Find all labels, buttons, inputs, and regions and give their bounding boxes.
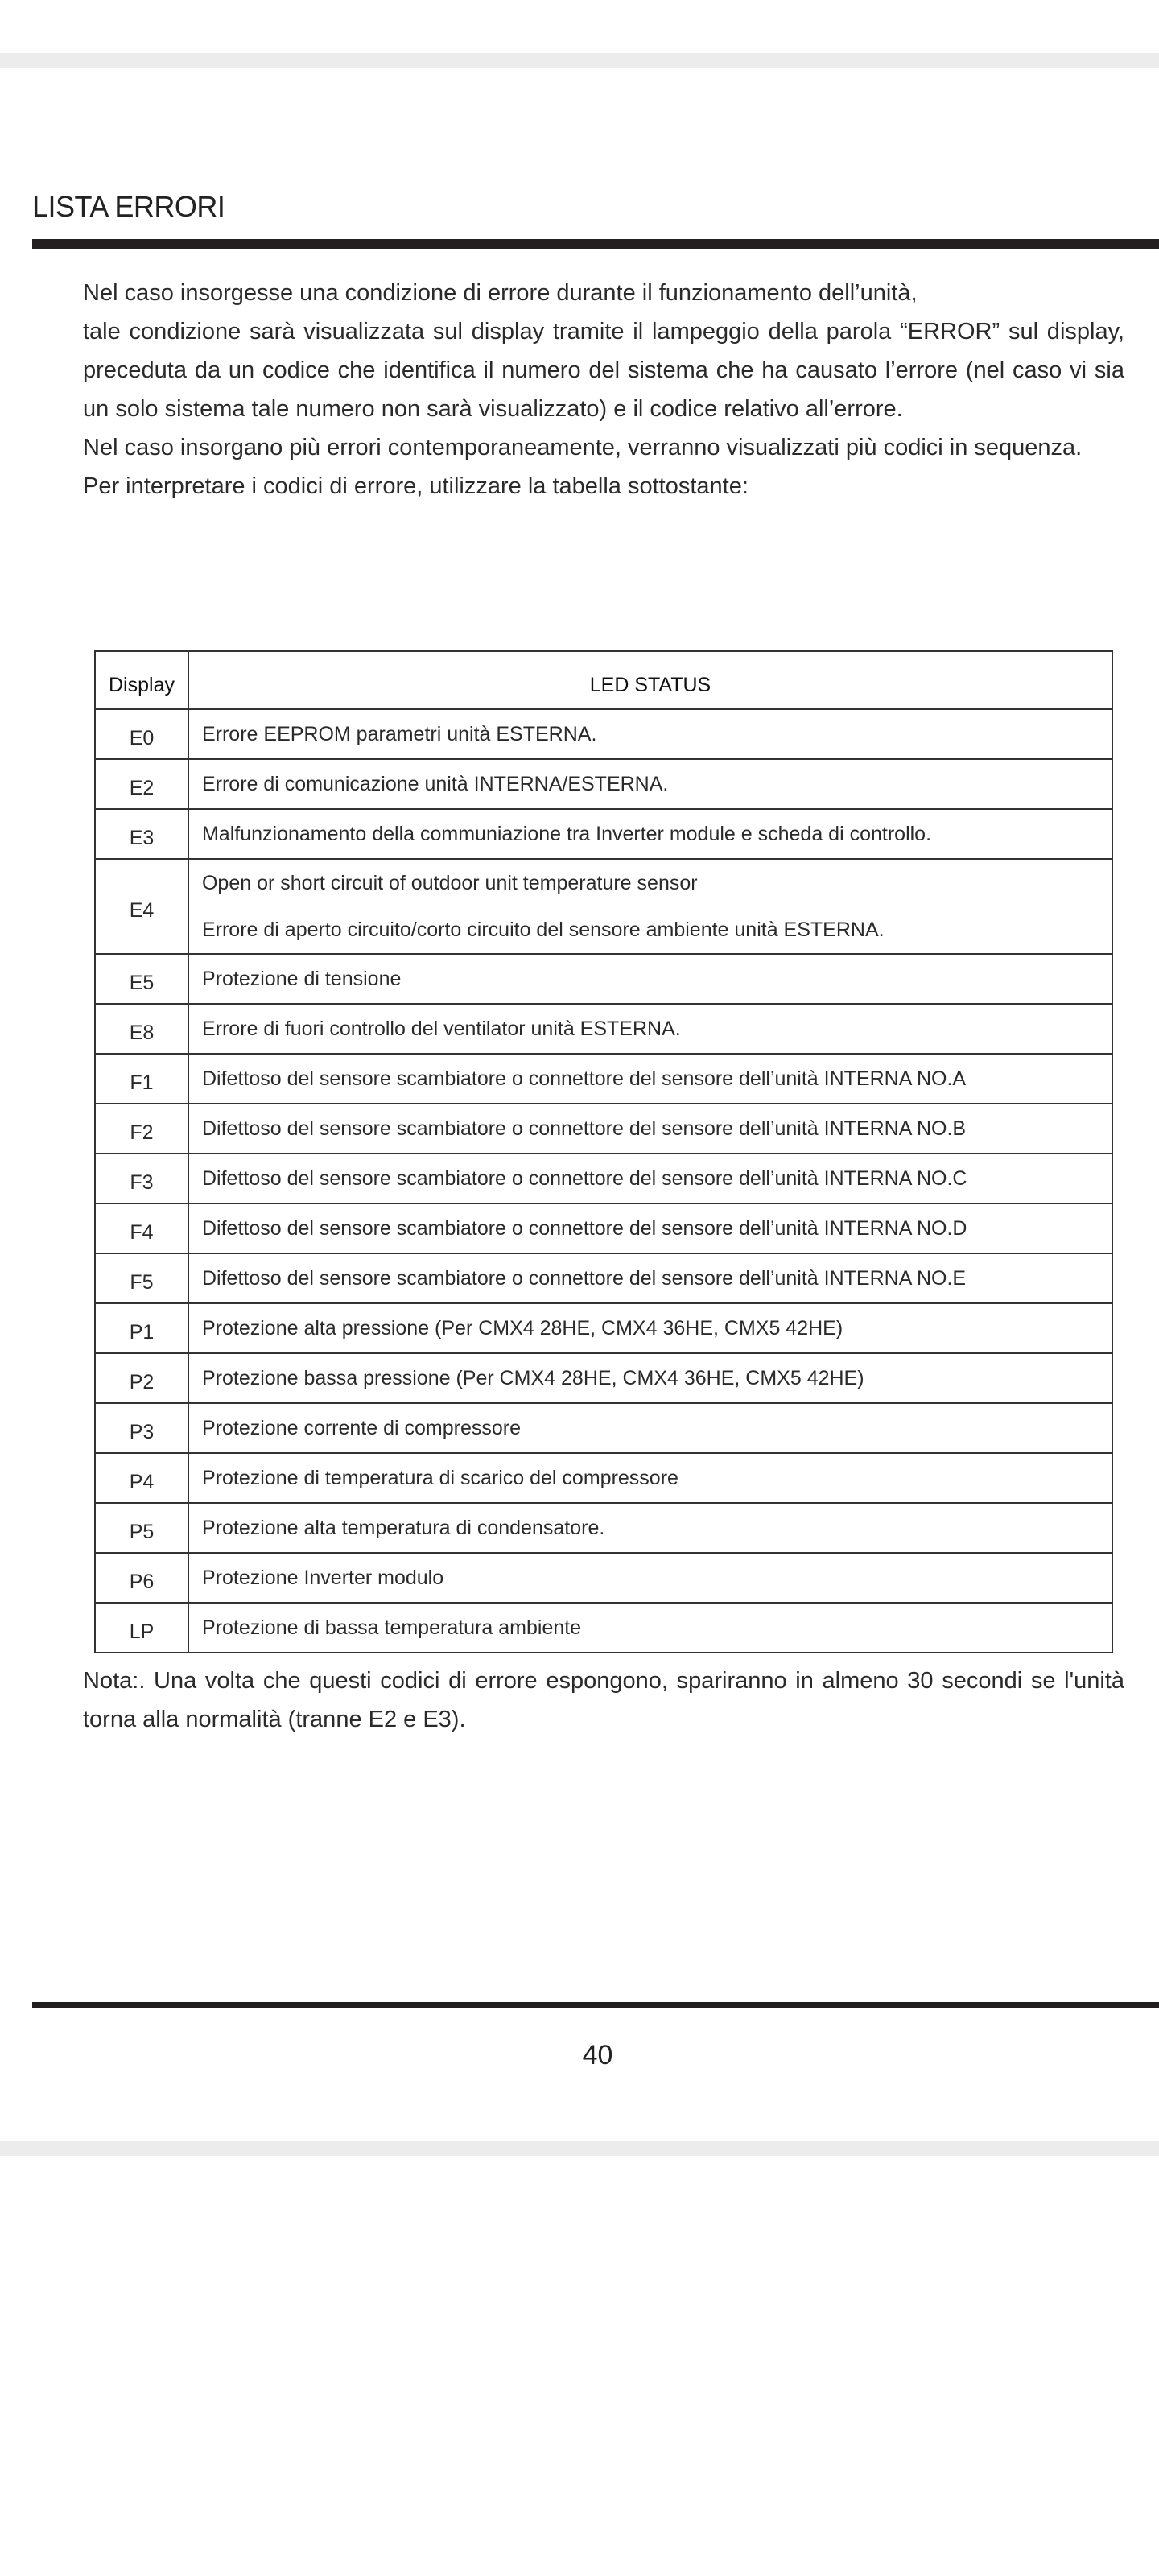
error-description: Difettoso del sensore scambiatore o connettore del sensore dell’unità INTERNA NO.D [188, 1203, 1112, 1253]
error-code: E8 [95, 1004, 188, 1054]
page-title: LISTA ERRORI [32, 190, 225, 223]
table-header-row [95, 651, 1112, 709]
title-divider [32, 239, 1159, 249]
error-description [188, 859, 1112, 954]
error-code: F3 [95, 1154, 188, 1203]
table-row [95, 1154, 1112, 1203]
footer-divider [32, 2002, 1159, 2008]
error-codes-table [94, 650, 1113, 1653]
error-description: Errore di comunicazione unità INTERNA/ESTERNA. [188, 759, 1112, 809]
table-row [95, 1553, 1112, 1603]
error-description: Protezione bassa pressione (Per CMX4 28HE, CMX4 36HE, CMX5 42HE) [188, 1353, 1112, 1403]
error-description: Malfunzionamento della communiazione tra Inverter module e scheda di controllo. [188, 809, 1112, 859]
footnote: Nota:. Una volta che questi codici di errore espongono, spariranno in almeno 30 secondi se l'unità torna alla normalità (tranne E2 e E3). [83, 1668, 1124, 1732]
error-description: Protezione alta pressione (Per CMX4 28HE, CMX4 36HE, CMX5 42HE) [188, 1303, 1112, 1353]
intro-paragraph: Nel caso insorgesse una condizione di errore durante il funzionamento dell’unità, [83, 280, 918, 306]
error-code: P6 [95, 1553, 188, 1603]
intro-paragraph: Nel caso insorgano più errori contemporaneamente, verranno visualizzati più codici in sequenza. [83, 435, 1083, 460]
table-row [95, 1303, 1112, 1353]
error-code: P5 [95, 1503, 188, 1553]
table-row [95, 1104, 1112, 1154]
intro-paragraph: Per interpretare i codici di errore, utilizzare la tabella sottostante: [83, 473, 749, 499]
table-row [95, 1503, 1112, 1553]
error-description-line: Open or short circuit of outdoor unit temperature sensor [201, 872, 698, 894]
table-row [95, 1203, 1112, 1253]
table-row [95, 1054, 1112, 1104]
table-row [95, 1004, 1112, 1054]
error-code: P2 [95, 1353, 188, 1403]
bottom-separator-band [0, 2141, 1159, 2156]
error-code: P4 [95, 1453, 188, 1503]
error-code: E4 [95, 859, 188, 954]
error-description-line: Errore di aperto circuito/corto circuito del sensore ambiente unità ESTERNA. [201, 919, 885, 941]
table-row [95, 759, 1112, 809]
error-description: Protezione di tensione [188, 954, 1112, 1004]
table-row [95, 1403, 1112, 1453]
table-row [95, 809, 1112, 859]
intro-paragraph: tale condizione sarà visualizzata sul display tramite il lampeggio della parola “ERROR” sul display, preceduta da un codice che identifica il numero del sistema che ha causato l’errore (nel caso vi sia un solo sistema tale numero non sarà visualizzato) e il codice relativo all’errore. [83, 319, 1124, 422]
error-code: F5 [95, 1253, 188, 1303]
intro-text [83, 274, 1124, 506]
error-description: Errore EEPROM parametri unità ESTERNA. [188, 709, 1112, 759]
column-header-led-status: LED STATUS [188, 651, 1112, 709]
error-code: E3 [95, 809, 188, 859]
error-code: LP [95, 1603, 188, 1653]
error-code: F1 [95, 1054, 188, 1104]
error-code: P3 [95, 1403, 188, 1453]
page-number: 40 [582, 2040, 613, 2070]
table-row [95, 709, 1112, 759]
top-separator-band [0, 53, 1159, 68]
table-row [95, 1253, 1112, 1303]
table-row [95, 954, 1112, 1004]
error-code: E5 [95, 954, 188, 1004]
error-description: Difettoso del sensore scambiatore o connettore del sensore dell’unità INTERNA NO.E [188, 1253, 1112, 1303]
error-description: Protezione alta temperatura di condensatore. [188, 1503, 1112, 1553]
error-description: Difettoso del sensore scambiatore o connettore del sensore dell’unità INTERNA NO.C [188, 1154, 1112, 1203]
error-code: E2 [95, 759, 188, 809]
column-header-display: Display [95, 651, 188, 709]
table-row [95, 1353, 1112, 1403]
error-description: Protezione Inverter modulo [188, 1553, 1112, 1603]
error-code: F4 [95, 1203, 188, 1253]
error-code: P1 [95, 1303, 188, 1353]
table-row [95, 859, 1112, 954]
error-description: Protezione corrente di compressore [188, 1403, 1112, 1453]
error-description: Protezione di temperatura di scarico del compressore [188, 1453, 1112, 1503]
error-description: Difettoso del sensore scambiatore o connettore del sensore dell’unità INTERNA NO.B [188, 1104, 1112, 1154]
error-code: F2 [95, 1104, 188, 1154]
error-description: Protezione di bassa temperatura ambiente [188, 1603, 1112, 1653]
error-description: Errore di fuori controllo del ventilator unità ESTERNA. [188, 1004, 1112, 1054]
error-code: E0 [95, 709, 188, 759]
error-description: Difettoso del sensore scambiatore o connettore del sensore dell’unità INTERNA NO.A [188, 1054, 1112, 1104]
table-row [95, 1603, 1112, 1653]
table-row [95, 1453, 1112, 1503]
